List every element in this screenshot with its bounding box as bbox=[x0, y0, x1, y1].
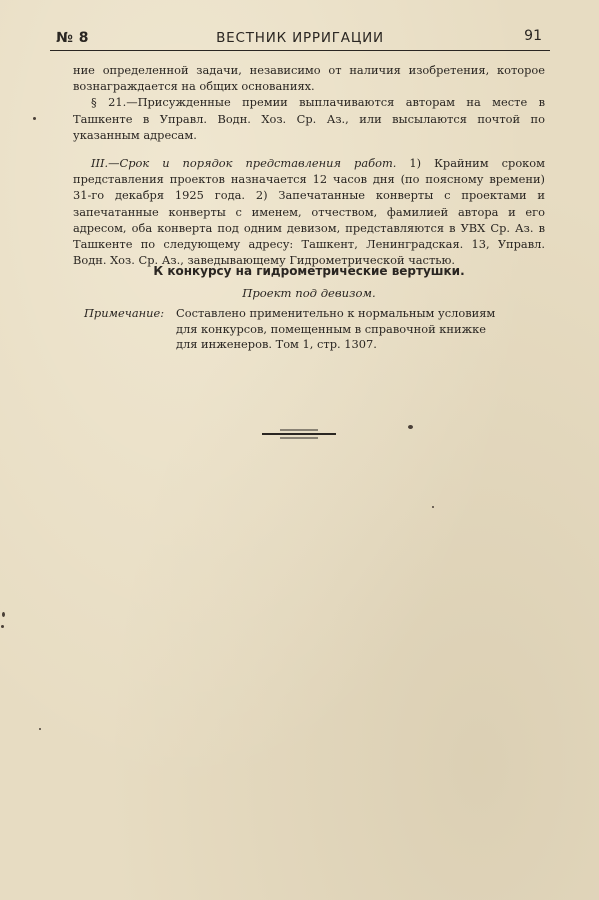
paper-speck bbox=[432, 506, 434, 508]
page-number: 91 bbox=[524, 28, 542, 44]
note-label: Примечание: bbox=[84, 306, 165, 320]
issue-number: № 8 bbox=[56, 30, 89, 46]
note-line: Составлено применительно к нормальным условиям bbox=[176, 306, 496, 320]
paragraph-continuation: ние определенной задачи, независимо от наличия изобретения, которое вознаграждается на общих основаниях. bbox=[73, 63, 545, 94]
paper-speck bbox=[408, 425, 413, 429]
paper-speck bbox=[2, 612, 5, 617]
section-iii-text: 1) Крайним сроком представления проектов назначается 12 часов дня (по поясному времени) 31-го декабря 1925 года. 2) Запечатанные конверты с проектами и запечатанные конверты с именем, отчеством, фамилией автора и его адресом, оба конверта под одним девизом, представляются в УВХ Ср. Аз. в Ташкенте по следующему адресу: Ташкент, Ленинградская. 13, Управл. Водн. Хоз. Ср. Аз., заведывающему Гидрометрической частью. bbox=[73, 156, 546, 268]
note-line: для инженеров. Том 1, стр. 1307. bbox=[176, 337, 377, 352]
paper-speck bbox=[33, 117, 36, 120]
paper-speck bbox=[1, 625, 4, 628]
section-heading: К конкурсу на гидрометрические вертушки. bbox=[153, 264, 465, 278]
note-text bbox=[176, 306, 546, 353]
ornament-divider bbox=[262, 428, 336, 440]
section-iii-lead: III.—Срок и порядок представления работ. bbox=[91, 156, 397, 171]
paper-speck bbox=[39, 728, 41, 730]
paragraph-section-iii bbox=[73, 155, 545, 268]
section-subheading: Проект под девизом. bbox=[242, 286, 376, 300]
paragraph-section-21: § 21.—Присужденные премии выплачиваются авторам на месте в Ташкенте в Управл. Водн. Хоз. Ср. Аз., или высылаются почтой по указанным адресам. bbox=[73, 95, 545, 142]
body-text bbox=[73, 62, 545, 268]
journal-title: ВЕСТНИК ИРРИГАЦИИ bbox=[216, 30, 384, 46]
page-header bbox=[50, 28, 550, 51]
note-line: для конкурсов, помещенным в справочной книжке bbox=[176, 321, 486, 336]
